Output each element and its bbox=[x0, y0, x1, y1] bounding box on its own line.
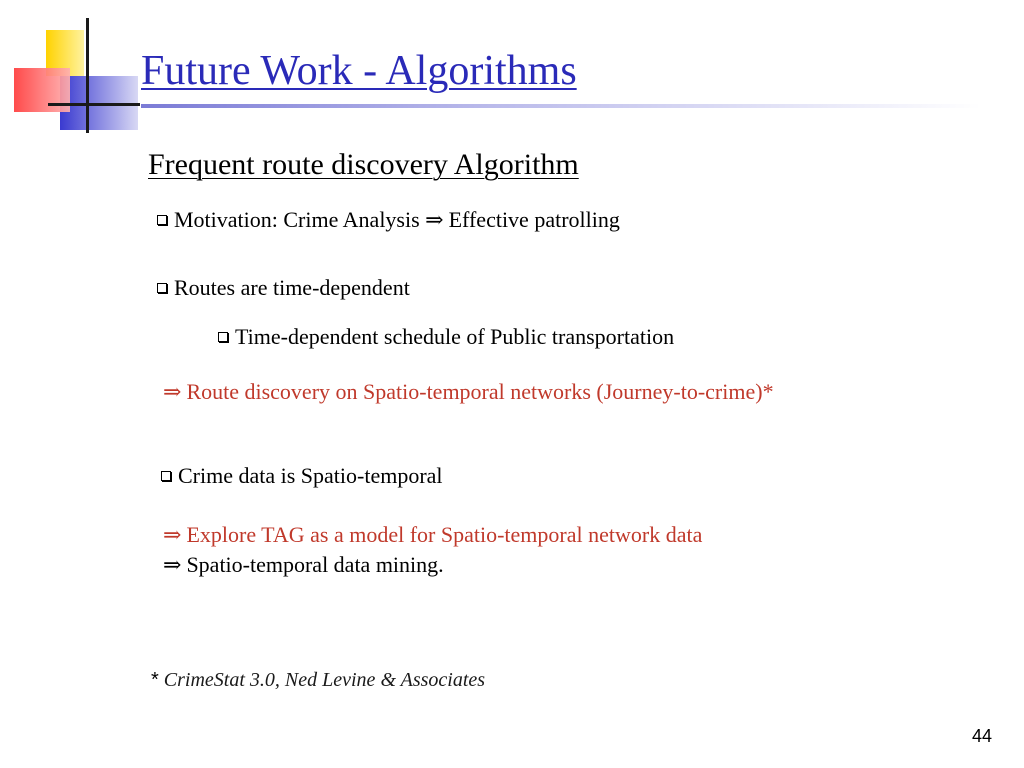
bullet-crime-data: Crime data is Spatio-temporal bbox=[161, 462, 443, 490]
footnote-citation: CrimeStat 3.0, Ned Levine & Associates bbox=[163, 669, 486, 691]
checkbox-bullet-icon bbox=[157, 215, 167, 225]
section-heading: Frequent route discovery Algorithm bbox=[148, 148, 579, 181]
decorative-logo bbox=[0, 0, 140, 140]
bullet-motivation: Motivation: Crime Analysis ⇒ Effective patrolling bbox=[157, 206, 620, 234]
sub-bullet-schedule: Time-dependent schedule of Public transportation bbox=[218, 323, 674, 351]
page-number: 44 bbox=[971, 726, 992, 746]
logo-horizontal-line bbox=[48, 103, 140, 106]
title-divider bbox=[141, 104, 981, 108]
checkbox-bullet-icon bbox=[218, 332, 228, 342]
footnote bbox=[151, 666, 485, 694]
footnote-marker: * bbox=[151, 669, 159, 691]
implication-data-mining: ⇒ Spatio-temporal data mining. bbox=[163, 552, 444, 577]
implies-arrow-icon: ⇒ bbox=[163, 552, 182, 577]
bullet-routes: Routes are time-dependent bbox=[157, 274, 410, 302]
implication-route-discovery: ⇒ Route discovery on Spatio-temporal networks (Journey-to-crime)* bbox=[163, 379, 774, 404]
implies-arrow-icon: ⇒ bbox=[425, 207, 444, 232]
implies-arrow-icon: ⇒ bbox=[163, 522, 182, 547]
implies-arrow-icon: ⇒ bbox=[163, 379, 182, 404]
checkbox-bullet-icon bbox=[161, 471, 171, 481]
implication-explore-tag: ⇒ Explore TAG as a model for Spatio-temporal network data bbox=[163, 522, 703, 547]
slide-title: Future Work - Algorithms bbox=[141, 48, 577, 94]
logo-vertical-line bbox=[86, 18, 89, 133]
checkbox-bullet-icon bbox=[157, 283, 167, 293]
